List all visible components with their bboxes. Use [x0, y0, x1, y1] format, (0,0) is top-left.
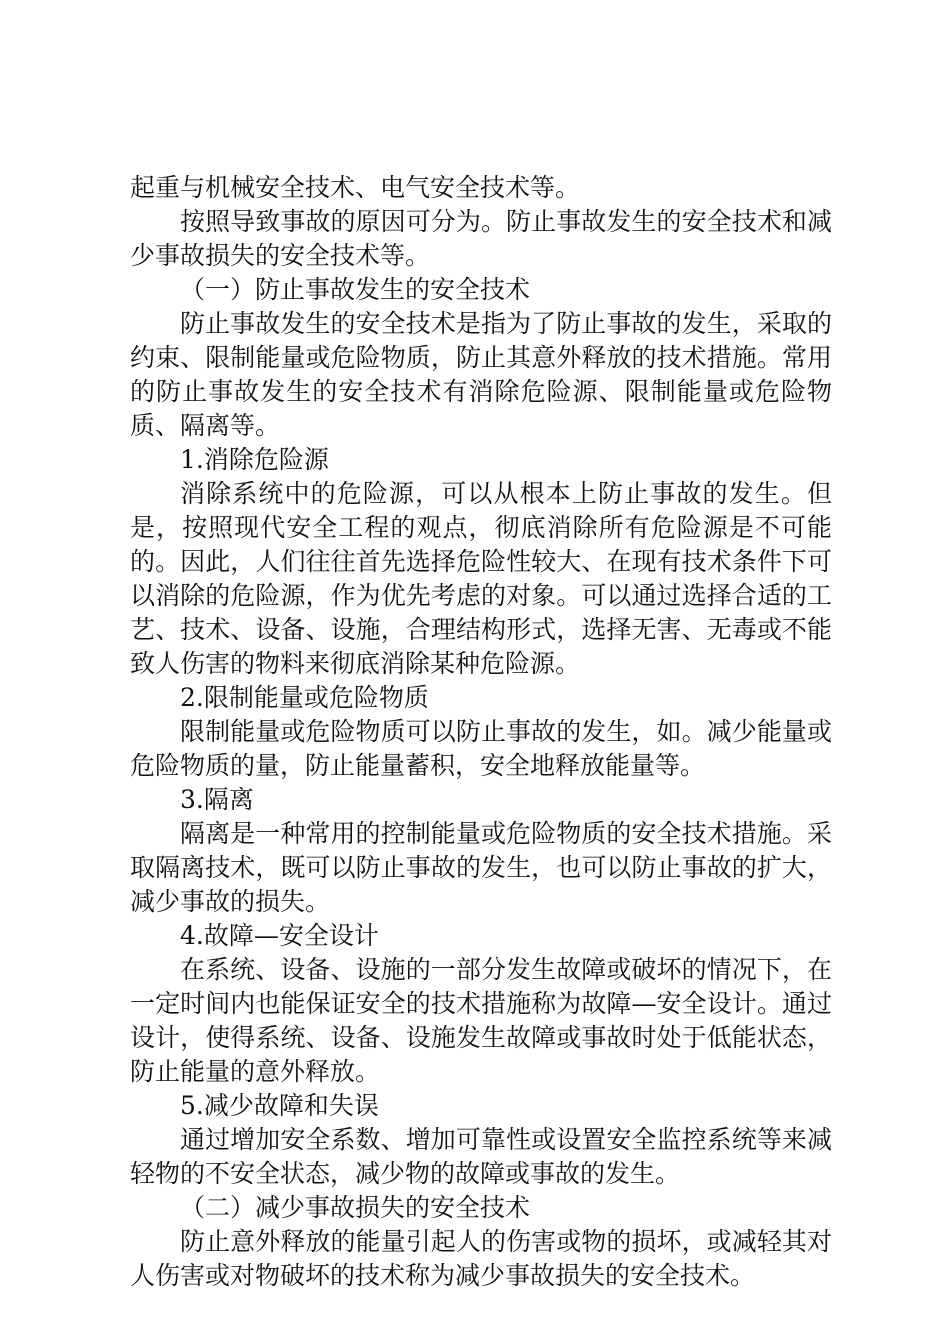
- paragraph-prevention-definition: 防止事故发生的安全技术是指为了防止事故的发生，采取的约束、限制能量或危险物质，防止其意外释放的技术措施。常用的防止事故发生的安全技术有消除危险源、限制能量或危险物质、隔离等。: [130, 309, 832, 440]
- section-heading-prevention: （一）防止事故发生的安全技术: [180, 275, 531, 304]
- subheading-limit-energy: 2.限制能量或危险物质: [180, 683, 429, 712]
- paragraph-eliminate-hazard: 消除系统中的危险源，可以从根本上防止事故的发生。但是，按照现代安全工程的观点，彻底消除所有危险源是不可能的。因此，人们往往首先选择危险性较大、在现有技术条件下可以消除的危险源，作为优先考虑的对象。可以通过选择合适的工艺、技术、设备、设施，合理结构形式，选择无害、无毒或不能致人伤害的物料来彻底消除某种危险源。: [130, 479, 832, 678]
- paragraph-reduce-failure: 通过增加安全系数、增加可靠性或设置安全监控系统等来减轻物的不安全状态，减少物的故障或事故的发生。: [130, 1125, 832, 1188]
- subheading-isolation: 3.隔离: [180, 785, 254, 814]
- subheading-eliminate-hazard: 1.消除危险源: [180, 445, 329, 474]
- section-heading-loss-reduction: （二）减少事故损失的安全技术: [180, 1193, 531, 1222]
- document-page: [130, 171, 832, 1293]
- paragraph-fail-safe: 在系统、设备、设施的一部分发生故障或破坏的情况下，在一定时间内也能保证安全的技术措施称为故障—安全设计。通过设计，使得系统、设备、设施发生故障或事故时处于低能状态，防止能量的意外释放。: [130, 955, 832, 1086]
- paragraph-cause-classification: 按照导致事故的原因可分为。防止事故发生的安全技术和减少事故损失的安全技术等。: [130, 207, 832, 270]
- paragraph-limit-energy: 限制能量或危险物质可以防止事故的发生，如。减少能量或危险物质的量，防止能量蓄积，安全地释放能量等。: [130, 717, 832, 780]
- paragraph-loss-reduction: 防止意外释放的能量引起人的伤害或物的损坏，或减轻其对人伤害或对物破坏的技术称为减少事故损失的安全技术。: [130, 1227, 832, 1290]
- subheading-fail-safe: 4.故障—安全设计: [180, 921, 379, 950]
- subheading-reduce-failure: 5.减少故障和失误: [180, 1091, 379, 1120]
- paragraph-isolation: 隔离是一种常用的控制能量或危险物质的安全技术措施。采取隔离技术，既可以防止事故的发生，也可以防止事故的扩大，减少事故的损失。: [130, 819, 832, 916]
- paragraph-continued: 起重与机械安全技术、电气安全技术等。: [130, 173, 581, 202]
